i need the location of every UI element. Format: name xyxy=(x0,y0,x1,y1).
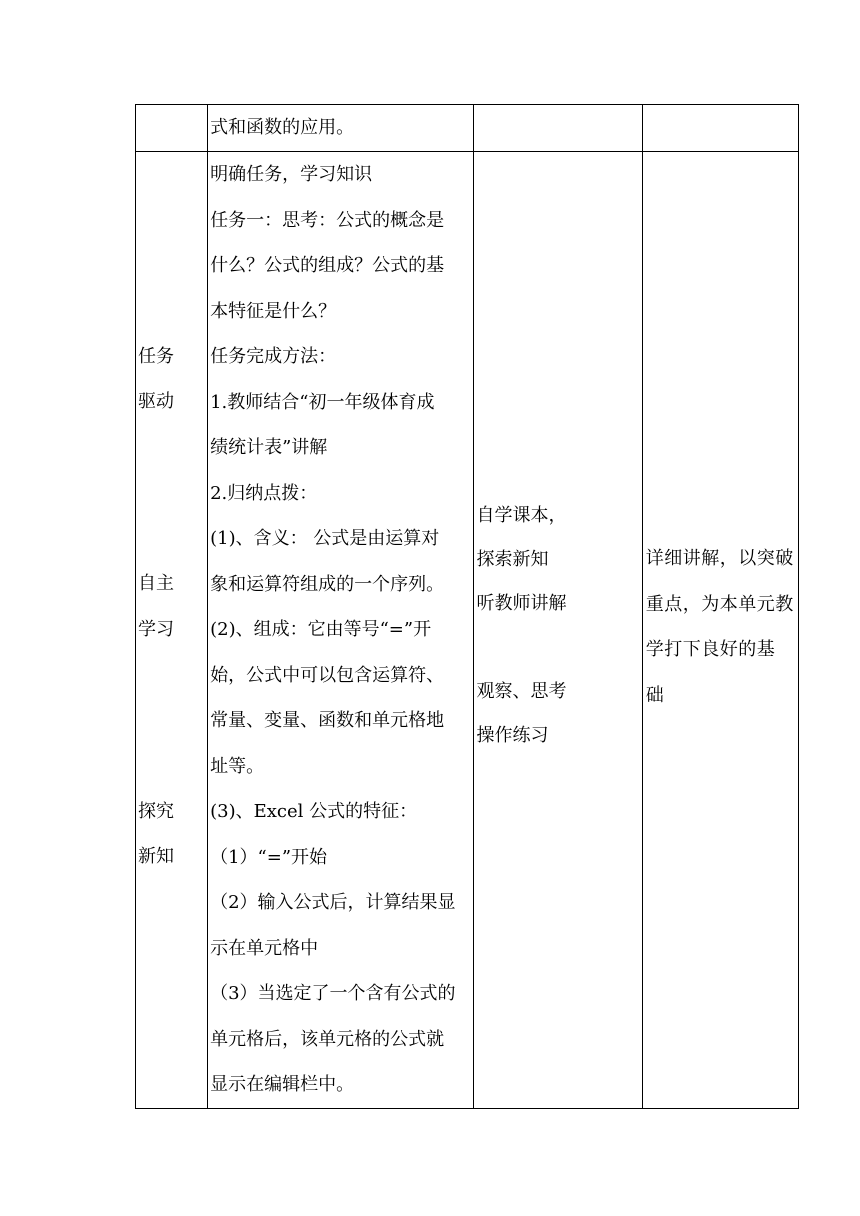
design-intent-line: 学打下良好的基 xyxy=(645,639,776,660)
stage-label-line: 任务 xyxy=(138,346,174,367)
lesson-plan-table xyxy=(135,104,799,1109)
student-activity-line: 操作练习 xyxy=(476,725,549,746)
content-line: 什么？公式的组成？公式的基 xyxy=(210,255,445,276)
content-line: 常量、变量、函数和单元格地 xyxy=(210,710,445,731)
design-intent-line: 础 xyxy=(645,685,665,706)
student-activity-line: 探索新知 xyxy=(476,549,549,570)
design-intent-cell xyxy=(642,105,798,152)
content-line: 象和运算符组成的一个序列。 xyxy=(210,573,445,595)
design-intent-line: 重点，为本单元教 xyxy=(645,594,794,615)
student-activity-cell xyxy=(474,105,642,152)
design-intent-line: 详细讲解，以突破 xyxy=(645,548,794,569)
content-line: 显示在编辑栏中。 xyxy=(210,1074,355,1095)
content-line: 示在单元格中 xyxy=(210,937,319,959)
student-activity-lines xyxy=(474,152,641,1097)
stage-label-line: 驱动 xyxy=(138,391,174,412)
content-line: 址等。 xyxy=(210,755,265,777)
content-line: 任务完成方法： xyxy=(210,346,337,367)
content-line: (2)、组成：它由等号“=”开 xyxy=(210,619,432,640)
stage-cell xyxy=(136,105,208,152)
table-row xyxy=(136,152,799,1109)
content-text: 式和函数的应用。 xyxy=(210,117,355,138)
content-line: （3）当选定了一个含有公式的 xyxy=(210,983,456,1004)
content-line: 本特征是什么？ xyxy=(210,300,337,322)
content-line: 2.归纳点拨： xyxy=(210,482,318,504)
design-intent-lines xyxy=(643,152,798,1097)
stage-labels xyxy=(136,152,207,1097)
student-activity-cell xyxy=(474,152,642,1109)
content-line: 任务一：思考：公式的概念是 xyxy=(210,209,445,231)
table-row xyxy=(136,105,799,152)
content-line: 绩统计表”讲解 xyxy=(210,437,328,458)
content-line: 单元格后，该单元格的公式就 xyxy=(210,1028,445,1050)
content-cell xyxy=(208,105,474,152)
content-line: (1)、含义： 公式是由运算对 xyxy=(210,528,440,549)
content-line: (3)、Excel 公式的特征： xyxy=(210,801,418,822)
stage-cell xyxy=(136,152,208,1109)
stage-label-line: 新知 xyxy=(138,846,174,867)
content-line: （1）“=”开始 xyxy=(210,846,328,868)
stage-label-line: 学习 xyxy=(138,619,174,640)
stage-label-line: 自主 xyxy=(138,573,174,594)
stage-label-line: 探究 xyxy=(138,801,174,822)
student-activity-line: 听教师讲解 xyxy=(476,593,567,614)
content-line: （2）输入公式后，计算结果显 xyxy=(210,892,456,913)
content-lines xyxy=(208,152,473,1108)
student-activity-line: 自学课本， xyxy=(476,505,567,526)
design-intent-cell xyxy=(642,152,798,1109)
content-line: 明确任务，学习知识 xyxy=(210,164,373,185)
content-cell xyxy=(208,152,474,1109)
student-activity-line: 观察、思考 xyxy=(476,681,567,702)
content-line: 1.教师结合“初一年级体育成 xyxy=(210,391,435,413)
content-line: 始，公式中可以包含运算符、 xyxy=(210,664,445,686)
